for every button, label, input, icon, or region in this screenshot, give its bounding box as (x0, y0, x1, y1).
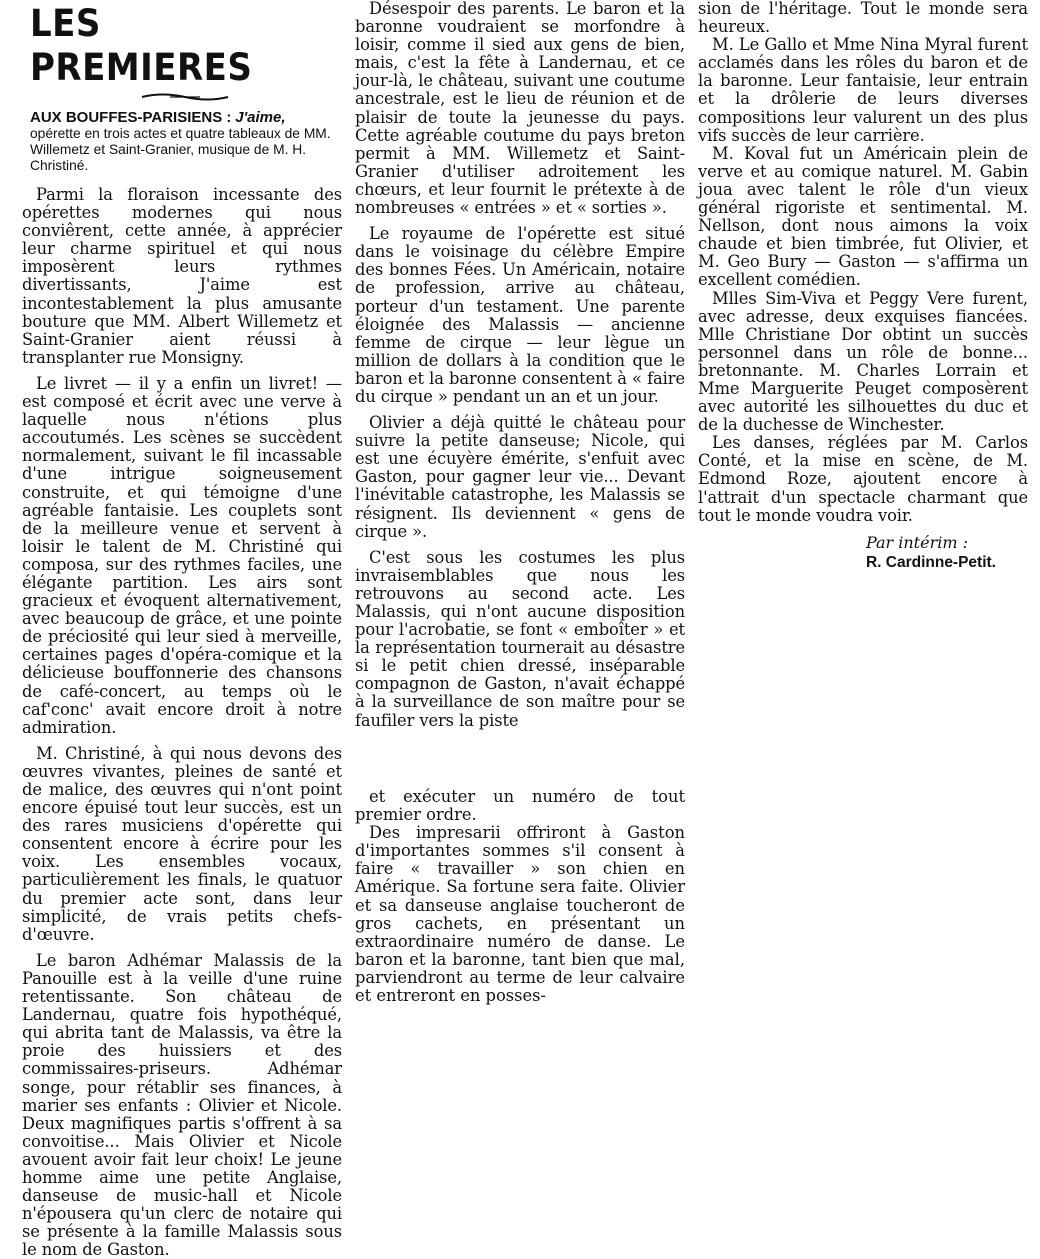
paragraph: Mlles Sim-Viva et Peggy Vere furent, avec adresse, deux exquises fiancées. Mlle Christiane Dor obtint un succès personnel dans un rôle de bonne... bretonnante. M. Charles Lorrain et Mme Marguerite Peuget composèrent avec autorité les silhouettes du duc et de la duchesse de Winchester. (698, 288, 1028, 435)
paragraph: Le livret — il y a enfin un livret! — est composé et écrit avec une verve à laquelle nous n'étions plus accoutumés. Les scènes se succèdent normalement, suivant le fil incassable d'une intrigue soigneusement construite, et qui témoigne d'une agréable fantaisie. Les couplets sont de la meilleure venue et servent à loisir le talent de M. Christiné qui composa, sur des rythmes faciles, une élégante partition. Les airs sont gracieux et évoquent alternativement, avec beaucoup de grâce, et une pointe de préciosité qui leur sied à merveille, certaines pages d'opéra-comique et la délicieuse bouffonnerie des chansons de café-concert, au temps où le caf'conc' avait encore droit à notre admiration. (22, 373, 342, 737)
paragraph: Le royaume de l'opérette est situé dans le voisinage du célèbre Empire des bonnes Fées. Un Américain, notaire de profession, arrive au château, porteur d'un testament. Une parente éloignée des Malassis — ancienne femme de cirque — leur lègue un million de dollars à la condition que le baron et la baronne consentent à « faire du cirque » pendant un an et un jour. (355, 224, 685, 406)
author-signature: R. Cardinne-Petit. (865, 553, 996, 571)
article-subtitle (30, 110, 342, 174)
paragraph: et exécuter un numéro de tout premier ordre. (355, 787, 685, 825)
paragraph: M. Christiné, à qui nous devons des œuvres vivantes, pleines de santé et de malice, des œuvres qui n'ont point encore épuisé tout leur succès, est un des rares musiciens d'opérette qui consentent encore à écrire pour les voix. Les ensembles vocaux, particulièrement les finals, le quatuor du premier acte sont, dans leur simplicité, de vrais petits chefs-d'œuvre. (22, 743, 342, 944)
signature-prefix: Par intérim : (865, 532, 968, 552)
work-title: J'aime, (235, 109, 286, 126)
work-credits: opérette en trois actes et quatre tableaux de MM. Willemetz et Saint-Granier, musique de M. H. Christiné. (30, 126, 331, 173)
paragraph: C'est sous les costumes les plus invraisemblables que nous les retrouvons au second acte. Les Malassis, qui n'ont aucune disposition pour l'acrobatie, se font « emboîter » et la représentation tournerait au désastre si le petit chien dressé, inséparable compagnon de Gaston, n'avait échappé à la surveillance de son maître pour se faufiler vers la piste (355, 547, 685, 730)
paragraph: Le baron Adhémar Malassis de la Panouille est à la veille d'une ruine retentissante. Son château de Landernau, quatre fois hypothéqué, qui abrita tant de Malassis, va être la proie des huissiers et des commissaires-priseurs. Adhémar songe, pour rétablir ses finances, à marier ses enfants : Olivier et Nicole. Deux magnifiques partis s'offrent à sa convoitise... Mais Olivier et Nicole avouent avoir fait leur choix! Le jeune homme aime une petite Anglaise, danseuse de music-hall et Nicole n'épousera qu'un clerc de notaire qui se présente à la famille Malassis sous le nom de Gaston. (22, 950, 342, 1259)
paragraph: Parmi la floraison incessante des opérettes modernes qui nous conviêrent, cette année, à apprécier leur charme spirituel et qui nous imposèrent leurs rythmes divertissants, J'aime est incontestablement la plus amusante bouture que MM. Albert Willemetz et Saint-Granier aient réussi à transplanter rue Monsigny. (22, 185, 342, 367)
paragraph: Olivier a déjà quitté le château pour suivre la petite danseuse; Nicole, qui est une écuyère émérite, s'enfuit avec Gaston, pour gagner leur vie... Devant l'inévitable catastrophe, les Malassis se résignent. Ils deviennent « gens de cirque ». (355, 413, 685, 541)
column-2-continuation (355, 788, 685, 1005)
column-3 (698, 0, 1028, 572)
paragraph: M. Koval fut un Américain plein de verve et au comique naturel. M. Gabin joua avec talent le rôle d'un vieux général rigoriste et sentimental. M. Nellson, dont nous aimons la voix chaude et bien timbrée, fut Olivier, et M. Geo Bury — Gaston — s'affirma un excellent comédien. (698, 143, 1028, 290)
paragraph: M. Le Gallo et Mme Nina Myral furent acclamés dans les rôles du baron et de la baronne. Leur fantaisie, leur entrain et la drôlerie de leurs diverses compositions leur valurent un des plus vifs succès de leur carrière. (698, 35, 1028, 145)
column-2 (355, 0, 685, 730)
title-ornament (140, 92, 230, 102)
paragraph: Des impresarii offriront à Gaston d'importantes sommes s'il consent à faire « travailler » son chien en Amérique. Sa fortune sera faite. Olivier et sa danseuse anglaise toucheront de gros cachets, en présentant un extraordinaire numéro de danse. Le baron et la baronne, tant bien que mal, parviendront au terme de leur calvaire et entreront en posses- (355, 823, 685, 1006)
paragraph: Désespoir des parents. Le baron et la baronne voudraient se morfondre à loisir, comme il sied aux gens de bien, mais, c'est la fête à Landernau, et ce jour-là, le château, suivant une coutume ancestrale, est le lieu de réunion et de plaisir de toute la jeunesse du pays. Cette agréable coutume du pays breton permit à MM. Willemetz et Saint-Granier d'utiliser adroitement les chœurs, et leur fournit le prétexte à de nombreuses « entrées » et « sorties ». (355, 0, 685, 218)
venue-label: AUX BOUFFES-PARISIENS : (30, 109, 232, 126)
column-1 (22, 0, 342, 1259)
page-title: LES PREMIERES (30, 2, 253, 89)
paragraph: sion de l'héritage. Tout le monde sera heureux. (698, 0, 1028, 37)
paragraph: Les danses, réglées par M. Carlos Conté, et la mise en scène, de M. Edmond Roze, ajoutent encore à l'attrait d'un spectacle charmant que tout le monde voudra voir. (698, 433, 1028, 525)
